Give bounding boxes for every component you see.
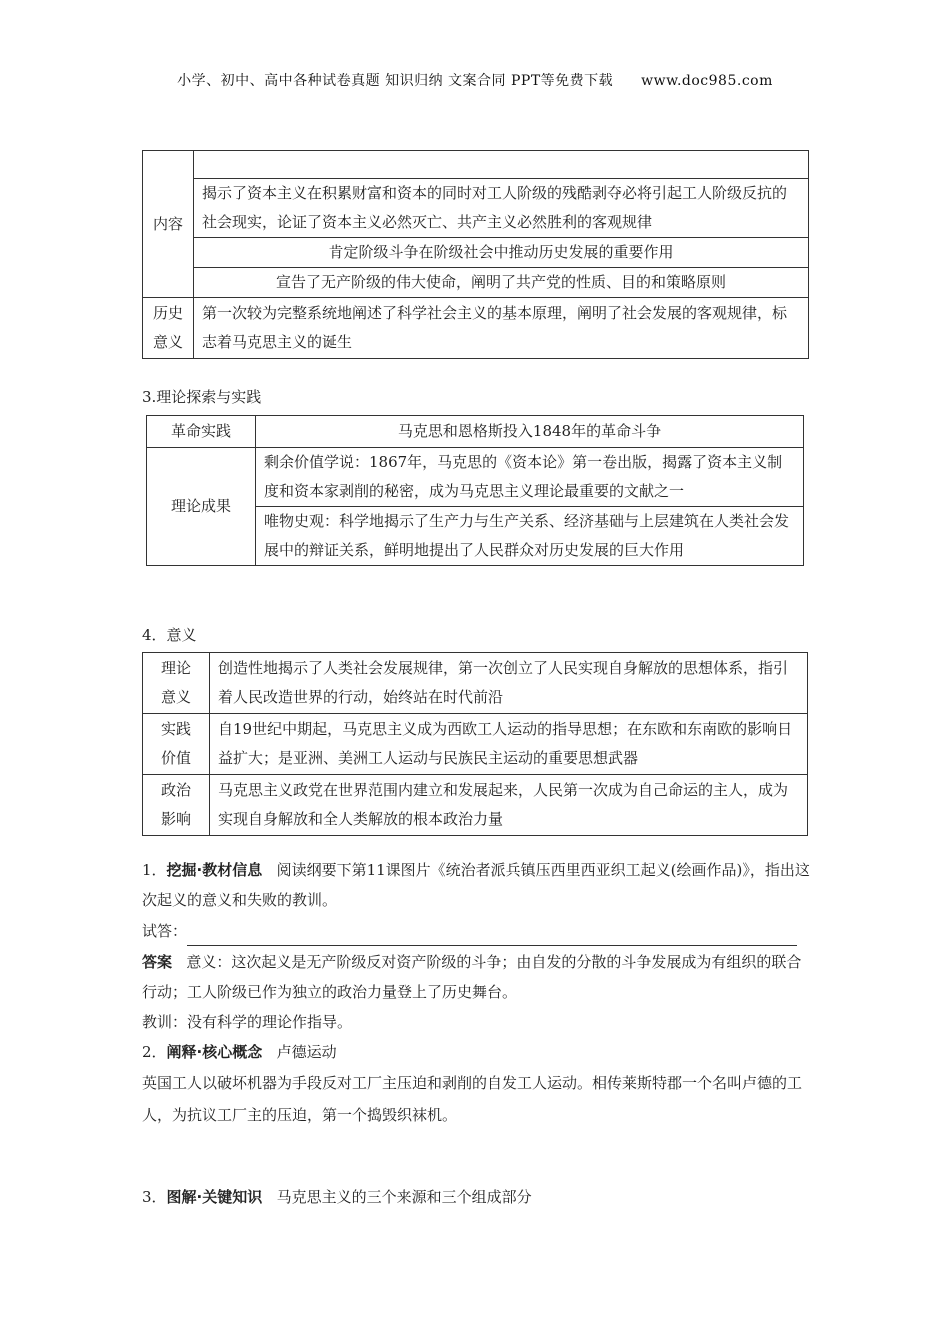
history-label xyxy=(143,298,194,359)
practice-label: 革命实践 xyxy=(147,416,256,448)
answer-prompt: 试答： xyxy=(142,922,188,940)
manifesto-table xyxy=(142,150,809,359)
content-row: 宣告了无产阶级的伟大使命，阐明了共产党的性质、目的和策略原则 xyxy=(194,268,809,298)
significance-label xyxy=(143,775,210,836)
q1-answer-line xyxy=(142,916,812,946)
history-label-line2: 意义 xyxy=(152,333,183,351)
label-line: 理论 xyxy=(160,659,191,677)
header-text: 小学、初中、高中各种试卷真题 知识归纳 文案合同 PPT等免费下载 xyxy=(177,73,614,89)
answer-text: 意义：这次起义是无产阶级反对资产阶级的斗争；由自发的分散的斗争发展成为有组织的联合行动；工人阶级已作为独立的政治力量登上了历史舞台。 xyxy=(142,953,802,1001)
answer-label: 答案 xyxy=(142,953,173,971)
q2-concept: 卢德运动 xyxy=(276,1043,337,1061)
theory-label: 理论成果 xyxy=(147,448,256,566)
q2-heading xyxy=(142,1037,812,1067)
label-line: 意义 xyxy=(160,688,191,706)
q3-text: 马克思主义的三个来源和三个组成部分 xyxy=(276,1188,532,1206)
q1-answer xyxy=(142,947,812,1007)
significance-text: 马克思主义政党在世界范围内建立和发展起来，人民第一次成为自己命运的主人，成为实现自身解放和全人类解放的根本政治力量 xyxy=(210,775,808,836)
q1-text: 阅读纲要下第11课图片《统治者派兵镇压西里西亚织工起义(绘画作品)》，指出这次起义的意义和失败的教训。 xyxy=(142,861,810,909)
history-text: 第一次较为完整系统地阐述了科学社会主义的基本原理，阐明了社会发展的客观规律，标志着马克思主义的诞生 xyxy=(194,298,809,359)
theory-practice-table xyxy=(146,415,804,566)
header-url[interactable]: www.doc985.com xyxy=(641,73,773,89)
section3-title: 3.理论探索与实践 xyxy=(142,388,262,406)
section4-title: 4．意义 xyxy=(142,626,197,644)
q2-text: 英国工人以破坏机器为手段反对工厂主压迫和剥削的自发工人运动。相传莱斯特郡一个名叫卢德的工人，为抗议工厂主的压迫，第一个捣毁织袜机。 xyxy=(142,1074,803,1124)
q1-num: 1． xyxy=(142,861,167,879)
significance-label xyxy=(143,714,210,775)
page-header xyxy=(0,70,950,90)
answer-input-line[interactable] xyxy=(187,927,797,946)
q3-heading xyxy=(142,1182,812,1212)
label-line: 实践 xyxy=(160,720,191,738)
content-row: 肯定阶级斗争在阶级社会中推动历史发展的重要作用 xyxy=(194,238,809,268)
label-line: 价值 xyxy=(160,749,191,767)
practice-text: 马克思和恩格斯投入1848年的革命斗争 xyxy=(256,416,804,448)
q1-lesson: 教训：没有科学的理论作指导。 xyxy=(142,1013,353,1031)
q3-title: 图解·关键知识 xyxy=(166,1188,263,1206)
theory-item: 剩余价值学说：1867年，马克思的《资本论》第一卷出版，揭露了资本主义制度和资本家剥削的秘密，成为马克思主义理论最重要的文献之一 xyxy=(256,448,804,507)
q3-num: 3． xyxy=(142,1188,167,1206)
q2-title: 阐释·核心概念 xyxy=(166,1043,263,1061)
significance-label xyxy=(143,653,210,714)
significance-table xyxy=(142,652,808,836)
q1-title: 挖掘·教材信息 xyxy=(166,861,263,879)
content-row: 揭示了资本主义在积累财富和资本的同时对工人阶级的残酷剥夺必将引起工人阶级反抗的社会现实，论证了资本主义必然灭亡、共产主义必然胜利的客观规律 xyxy=(194,179,809,238)
theory-item: 唯物史观：科学地揭示了生产力与生产关系、经济基础与上层建筑在人类社会发展中的辩证关系，鲜明地提出了人民群众对历史发展的巨大作用 xyxy=(256,507,804,566)
q2-num: 2． xyxy=(142,1043,167,1061)
content-row-empty xyxy=(194,151,809,179)
history-label-line1: 历史 xyxy=(152,304,183,322)
q1-block xyxy=(142,855,812,915)
label-line: 政治 xyxy=(160,781,191,799)
significance-text: 自19世纪中期起，马克思主义成为西欧工人运动的指导思想；在东欧和东南欧的影响日益扩大；是亚洲、美洲工人运动与民族民主运动的重要思想武器 xyxy=(210,714,808,775)
label-line: 影响 xyxy=(160,810,191,828)
significance-text: 创造性地揭示了人类社会发展规律，第一次创立了人民实现自身解放的思想体系，指引着人民改造世界的行动，始终站在时代前沿 xyxy=(210,653,808,714)
content-label: 内容 xyxy=(143,151,194,298)
